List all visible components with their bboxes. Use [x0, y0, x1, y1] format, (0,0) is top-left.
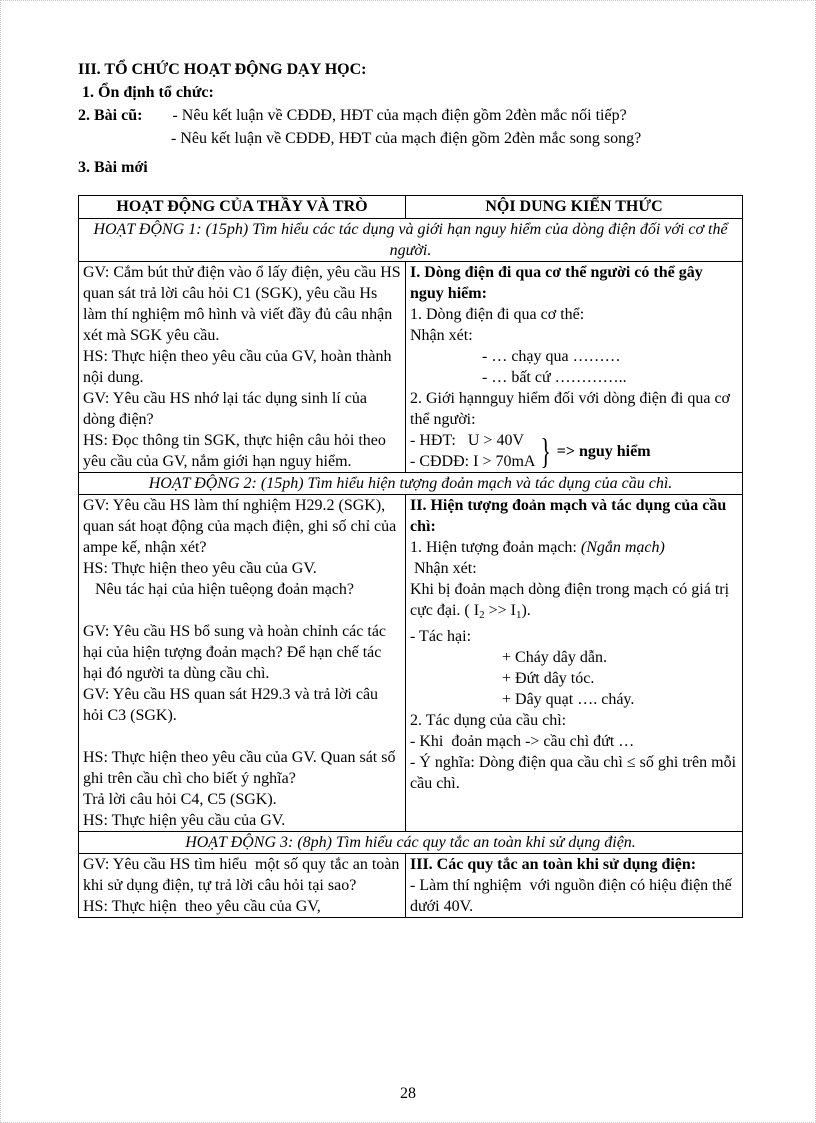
current-sub-1: 1	[515, 609, 522, 621]
activity-1-left-cell	[79, 262, 406, 473]
a2-right-harm: - Tác hại:	[410, 628, 472, 645]
a1-right-title: I. Dòng điện đi qua cơ thể người có thể gây nguy hiểm:	[410, 264, 707, 302]
activity-3-left-cell	[79, 854, 406, 918]
a2-right-h2: + Đứt dây tóc.	[502, 670, 595, 687]
a3-left-p2: HS: Thực hiện theo yêu cầu của GV,	[83, 898, 321, 915]
a2-left-p2: HS: Thực hiện theo yêu cầu của GV.	[83, 560, 317, 577]
page-number: 28	[400, 1085, 416, 1102]
a2-left-spacer2	[83, 726, 401, 747]
a1-right-s1: 1. Dòng điện đi qua cơ thể:	[410, 306, 585, 323]
a3-right-title: III. Các quy tắc an toàn khi sử dụng điện:	[410, 856, 697, 873]
danger-result: => nguy hiểm	[556, 442, 651, 460]
a1-right-s2: 2. Giới hạnnguy hiểm đối với dòng điện đi qua cơ thể người:	[410, 390, 735, 428]
a1-left-p3: GV: Yêu cầu HS nhớ lại tác dụng sinh lí của dòng điện?	[83, 390, 371, 428]
a2-right-s2: 2. Tác dụng của cầu chì:	[410, 712, 567, 729]
activity-3-right-cell	[406, 854, 743, 918]
a1-right-s1-b2: - … bất cứ …………..	[482, 369, 627, 386]
a2-right-s1: 1. Hiện tượng đoản mạch:	[410, 539, 581, 556]
a2-left-p10: HS: Thực hiện yêu cầu của GV.	[83, 812, 286, 829]
activity-3-heading: HOẠT ĐỘNG 3: (8ph) Tìm hiểu các quy tắc an toàn khi sử dụng điện.	[79, 832, 743, 854]
item-2-question-1: - Nêu kết luận về CĐDĐ, HĐT của mạch điện gồm 2đèn mắc nối tiếp?	[172, 107, 627, 124]
a1-right-s1-b1: - … chạy qua ………	[482, 348, 621, 365]
a2-left-spacer1	[83, 600, 401, 621]
a2-right-h1: + Cháy dây dẫn.	[502, 649, 607, 666]
col2-header: NỘI DUNG KIẾN THỨC	[406, 196, 743, 219]
col1-header: HOẠT ĐỘNG CỦA THẦY VÀ TRÒ	[79, 196, 406, 219]
item-2-question-2: - Nêu kết luận về CĐDĐ, HĐT của mạch điện gồm 2đèn mắc song song?	[171, 130, 642, 147]
a2-right-s2-b1: - Khi đoản mạch -> cầu chì đứt …	[410, 733, 635, 750]
activity-2-left-cell	[79, 495, 406, 832]
a3-left-p1: GV: Yêu cầu HS tìm hiểu một số quy tắc an toàn khi sử dụng điện, tự trả lời câu hỏi tại sao?	[83, 856, 404, 894]
a2-left-p8: HS: Thực hiện theo yêu cầu của GV. Quan sát số ghi trên cầu chì cho biết ý nghĩa?	[83, 749, 400, 787]
a3-right-b1: - Làm thí nghiệm với nguồn điện có hiệu điện thế dưới 40V.	[410, 877, 736, 915]
a2-right-s1-text	[410, 579, 738, 626]
activity-2-right-cell	[406, 495, 743, 832]
a2-right-h3: + Dây quạt …. cháy.	[502, 691, 635, 708]
page-header-block	[78, 58, 748, 179]
a2-left-p6: GV: Yêu cầu HS quan sát H29.3 và trả lời câu hỏi C3 (SGK).	[83, 686, 383, 724]
a2-right-s2-b2: - Ý nghĩa: Dòng điện qua cầu chì ≤ số ghi trên mỗi cầu chì.	[410, 754, 741, 792]
danger-limits	[410, 430, 738, 472]
a2-right-s1-mid: >> I	[484, 602, 516, 619]
lesson-table	[78, 195, 743, 918]
current-limit: - CĐDĐ: I > 70mA	[410, 453, 536, 470]
section-title: III. TỔ CHỨC HOẠT ĐỘNG DẠY HỌC:	[78, 61, 367, 78]
item-2-label: 2. Bài cũ:	[78, 107, 143, 124]
a2-right-s1-text-a: Khi bị đoản mạch dòng điện trong mạch có giá trị cực đại. ( I	[410, 581, 734, 619]
brace-symbol: }	[540, 431, 552, 471]
a2-right-s1-note: Nhận xét:	[410, 560, 477, 577]
item-3: 3. Bài mới	[78, 159, 148, 176]
a1-left-p1: GV: Cắm bút thử điện vào ổ lấy điện, yêu cầu HS quan sát trả lời câu hỏi C1 (SGK), yêu cầu Hs làm thí nghiệm mô hình và viết đầy đủ câu nhận xét mà SGK yêu cầu.	[83, 264, 405, 344]
current-sub-2: 2	[479, 609, 485, 621]
a2-right-s1-end: ).	[521, 602, 531, 619]
a2-left-p3: Nêu tác hại của hiện tuêọng đoản mạch?	[83, 581, 354, 598]
voltage-limit: - HĐT: U > 40V	[410, 432, 524, 449]
activity-1-right-cell	[406, 262, 743, 473]
a1-right-s1-note: Nhận xét:	[410, 327, 473, 344]
a2-left-p5: GV: Yêu cầu HS bổ sung và hoàn chỉnh các tác hại của hiện tượng đoản mạch? Để hạn chế tác hại đó người ta dùng cầu chì.	[83, 623, 391, 682]
a2-right-s1-line	[410, 537, 738, 558]
activity-1-heading: HOẠT ĐỘNG 1: (15ph) Tìm hiểu các tác dụng và giới hạn nguy hiểm của dòng điện đối với cơ thể người.	[79, 219, 743, 262]
activity-2-heading: HOẠT ĐỘNG 2: (15ph) Tìm hiểu hiện tượng đoản mạch và tác dụng của cầu chì.	[79, 473, 743, 495]
a1-left-p4: HS: Đọc thông tin SGK, thực hiện câu hỏi theo yêu cầu của GV, nắm giới hạn nguy hiểm.	[83, 432, 390, 470]
a2-right-title: II. Hiện tượng đoản mạch và tác dụng của cầu chì:	[410, 497, 731, 535]
item-1: 1. Ổn định tổ chức:	[82, 84, 214, 101]
a2-left-p9: Trả lời câu hỏi C4, C5 (SGK).	[83, 791, 277, 808]
a2-left-p1: GV: Yêu cầu HS làm thí nghiệm H29.2 (SGK), quan sát hoạt động của mạch điện, ghi số chỉ của ampe kế, nhận xét?	[83, 497, 401, 556]
a2-right-s1-italic: (Ngắn mạch)	[580, 539, 665, 556]
a1-left-p2: HS: Thực hiện theo yêu cầu của GV, hoàn thành nội dung.	[83, 348, 396, 386]
